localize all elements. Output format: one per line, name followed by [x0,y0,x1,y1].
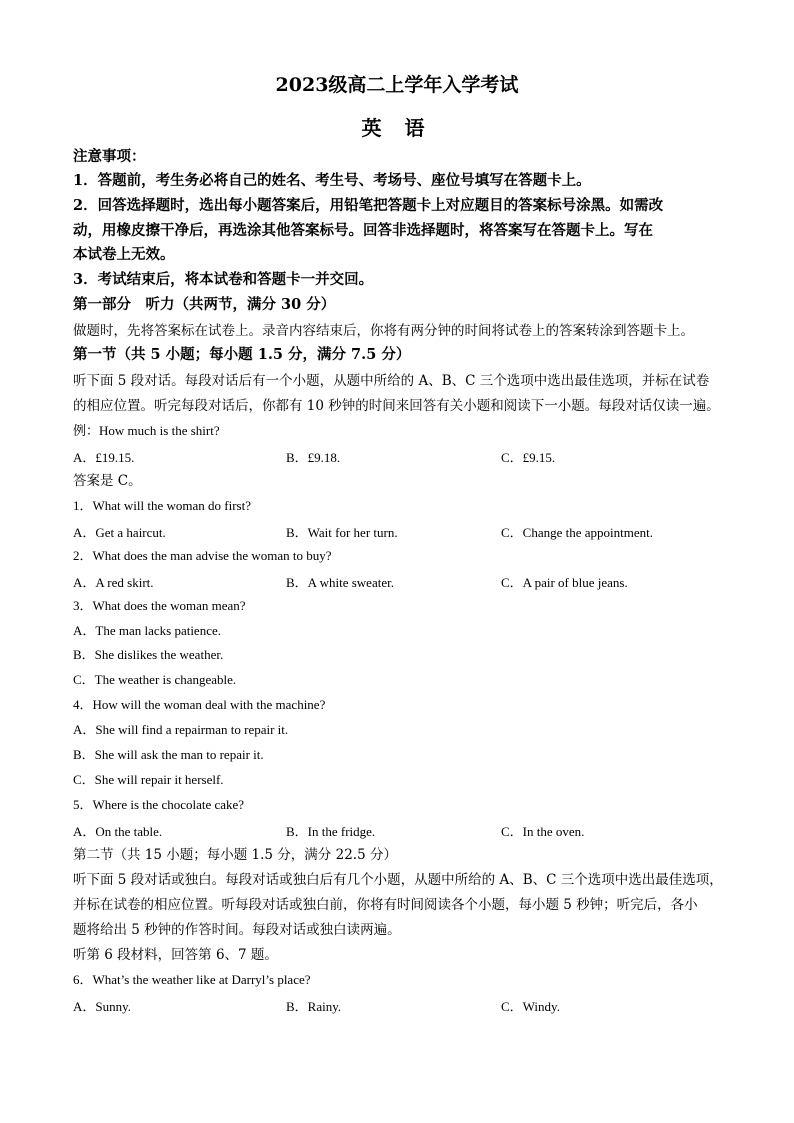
question-2: 2．What does the man advise the woman to buy? [73,548,332,563]
option-c: C．The weather is changeable. [73,672,237,687]
exam-title: 2023级高二上学年入学考试 [275,74,519,96]
option-b: B．£9.18. [286,450,341,465]
option-c: C．£9.15. [501,450,556,465]
note-item: 1．答题前，考生务必将自己的姓名、考生号、考场号、座位号填写在答题卡上。 [73,172,591,189]
option-b: B．She will ask the man to repair it. [73,747,264,762]
exam-subject: 英 语 [361,116,433,140]
section2-instruction: 题将给出 5 秒钟的作答时间。每段对话或独白读两遍。 [73,922,401,938]
option-c: C．Windy. [501,999,560,1014]
question-6-options [73,996,723,1014]
example-answer: 答案是 C。 [73,473,142,489]
note-item: 本试卷上无效。 [73,246,175,263]
option-b: B．Rainy. [286,999,342,1014]
question-1: 1．What will the woman do first? [73,498,251,513]
option-a: A．Sunny. [73,999,132,1014]
note-item: 动，用橡皮擦干净后，再选涂其他答案标号。回答非选择题时，将答案写在答题卡上。写在 [73,222,653,239]
question-1-options [73,522,723,540]
note-item: 2．回答选择题时，选出每小题答案后，用铅笔把答题卡上对应题目的答案标号涂黑。如需改 [73,197,664,214]
part1-heading: 第一部分 听力（共两节，满分 30 分） [73,296,336,313]
part1-instruction: 做题时，先将答案标在试卷上。录音内容结束后，你将有两分钟的时间将试卷上的答案转涂到答题卡上。 [73,323,694,339]
question-5-options [73,821,723,839]
example-options [73,447,723,465]
option-c: C．Change the appointment. [501,525,654,540]
option-c: C．In the oven. [501,824,585,839]
option-b: B．She dislikes the weather. [73,647,224,662]
option-c: C．A pair of blue jeans. [501,575,628,590]
note-item: 3．考试结束后，将本试卷和答题卡一并交回。 [73,271,374,288]
question-6: 6．What’s the weather like at Darryl’s place? [73,972,311,987]
option-a: A．Get a haircut. [73,525,166,540]
section2-instruction: 并标在试卷的相应位置。听每段对话或独白前，你将有时间阅读各个小题，每小题 5 秒钟；听完后，各小 [73,897,698,913]
option-c: C．She will repair it herself. [73,772,224,787]
option-a: A．On the table. [73,824,163,839]
section1-instruction: 的相应位置。听完每段对话后，你都有 10 秒钟的时间来回答有关小题和阅读下一小题。每段对话仅读一遍。 [73,398,720,414]
question-2-options [73,572,723,590]
option-b: B．A white sweater. [286,575,394,590]
notes-heading: 注意事项： [73,148,146,165]
option-a: A．The man lacks patience. [73,623,221,638]
example-question: 例：How much is the shirt? [73,423,220,438]
section2-heading: 第二节（共 15 小题；每小题 1.5 分，满分 22.5 分） [73,847,397,863]
question-4: 4．How will the woman deal with the machine? [73,697,326,712]
material-instruction: 听第 6 段材料，回答第 6、7 题。 [73,947,278,963]
option-b: B．Wait for her turn. [286,525,398,540]
option-a: A．She will find a repairman to repair it. [73,722,289,737]
question-5: 5．Where is the chocolate cake? [73,797,245,812]
option-b: B．In the fridge. [286,824,376,839]
section1-instruction: 听下面 5 段对话。每段对话后有一个小题，从题中所给的 A、B、C 三个选项中选出最佳选项，并标在试卷 [73,373,710,389]
question-3: 3．What does the woman mean? [73,598,246,613]
option-a: A．A red skirt. [73,575,154,590]
section1-heading: 第一节（共 5 小题；每小题 1.5 分，满分 7.5 分） [73,346,411,363]
section2-instruction: 听下面 5 段对话或独白。每段对话或独白后有几个小题，从题中所给的 A、B、C 三个选项中选出最佳选项， [73,872,723,888]
option-a: A．£19.15. [73,450,135,465]
